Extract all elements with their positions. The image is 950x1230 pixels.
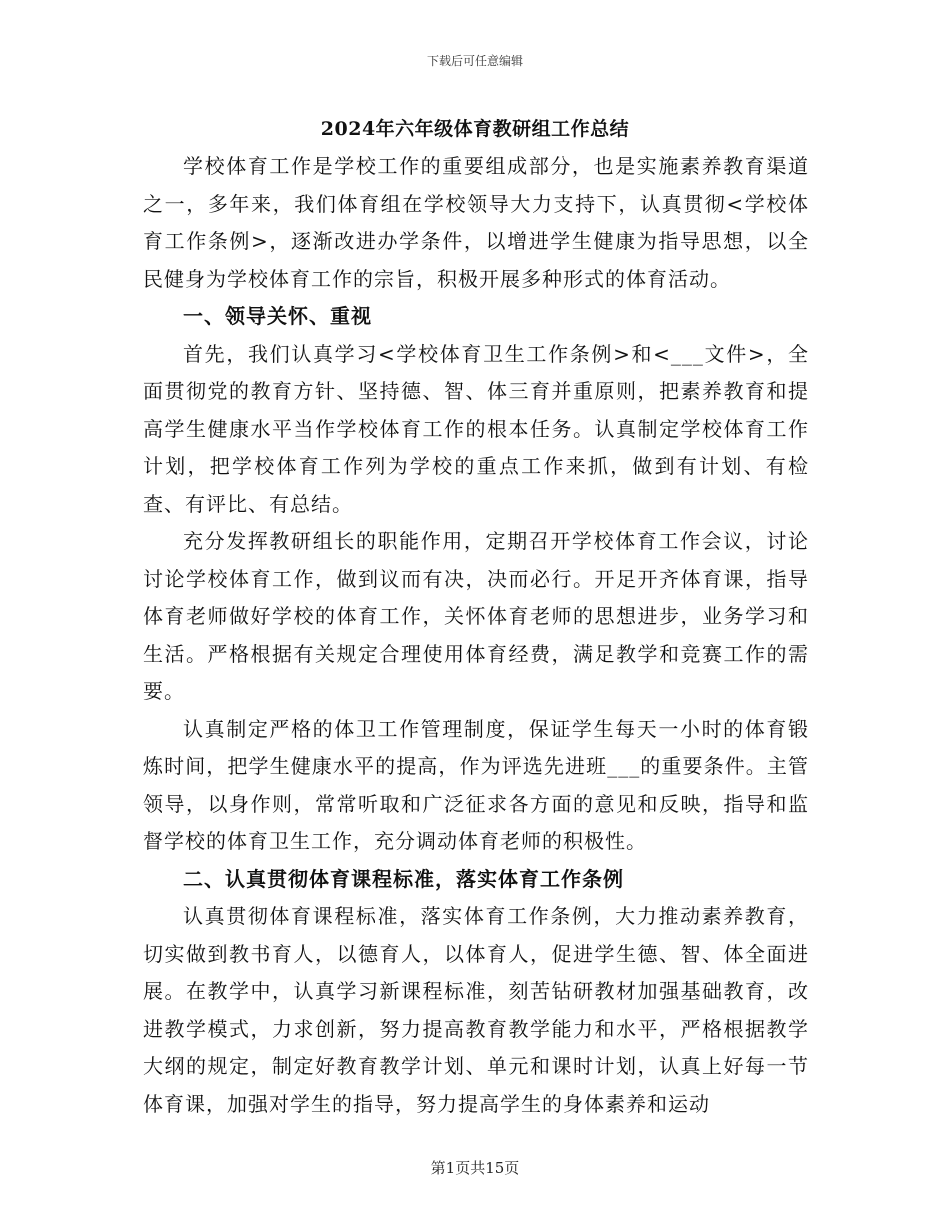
download-note: 下载后可任意编辑: [426, 54, 523, 68]
intro-paragraph: 学校体育工作是学校工作的重要组成部分，也是实施素养教育渠道之一，多年来，我们体育组在学校领导大力支持下，认真贯彻<学校体育工作条例>，逐渐改进办学条件，以增进学生健康为指导思想，以全民健身为学校体育工作的宗旨，积极开展多种形式的体育活动。: [143, 154, 809, 291]
section-1-paragraph-1: 首先，我们认真学习<学校体育卫生工作条例>和<___文件>，全面贯彻党的教育方针、坚持德、智、体三育并重原则，把素养教育和提高学生健康水平当作学校体育工作的根本任务。认真制定学校体育工作计划，把学校体育工作列为学校的重点工作来抓，做到有计划、有检查、有评比、有总结。: [143, 341, 809, 516]
section-2-heading: 二、认真贯彻体育课程标准，落实体育工作条例: [183, 866, 624, 891]
document-body: [143, 148, 809, 1123]
page-number: 第1页共15页: [430, 1159, 520, 1177]
section-1-heading: 一、领导关怀、重视: [183, 304, 372, 328]
section-1-paragraph-3: 认真制定严格的体卫工作管理制度，保证学生每天一小时的体育锻炼时间，把学生健康水平的提高，作为评选先进班___的重要条件。主管领导，以身作则，常常听取和广泛征求各方面的意见和反映，指导和监督学校的体育卫生工作，充分调动体育老师的积极性。: [143, 716, 809, 853]
section-1-paragraph-2: 充分发挥教研组长的职能作用，定期召开学校体育工作会议，讨论讨论学校体育工作，做到议而有决，决而必行。开足开齐体育课，指导体育老师做好学校的体育工作，关怀体育老师的思想进步，业务学习和生活。严格根据有关规定合理使用体育经费，满足教学和竞赛工作的需要。: [143, 529, 809, 703]
document-title: 2024年六年级体育教研组工作总结: [320, 118, 630, 140]
section-2-paragraph-1: 认真贯彻体育课程标准，落实体育工作条例，大力推动素养教育，切实做到教书育人，以德育人，以体育人，促进学生德、智、体全面进展。在教学中，认真学习新课程标准，刻苦钻研教材加强基础教育，改进教学模式，力求创新，努力提高教育教学能力和水平，严格根据教学大纲的规定，制定好教育教学计划、单元和课时计划，认真上好每一节体育课，加强对学生的指导，努力提高学生的身体素养和运动: [143, 904, 809, 1116]
